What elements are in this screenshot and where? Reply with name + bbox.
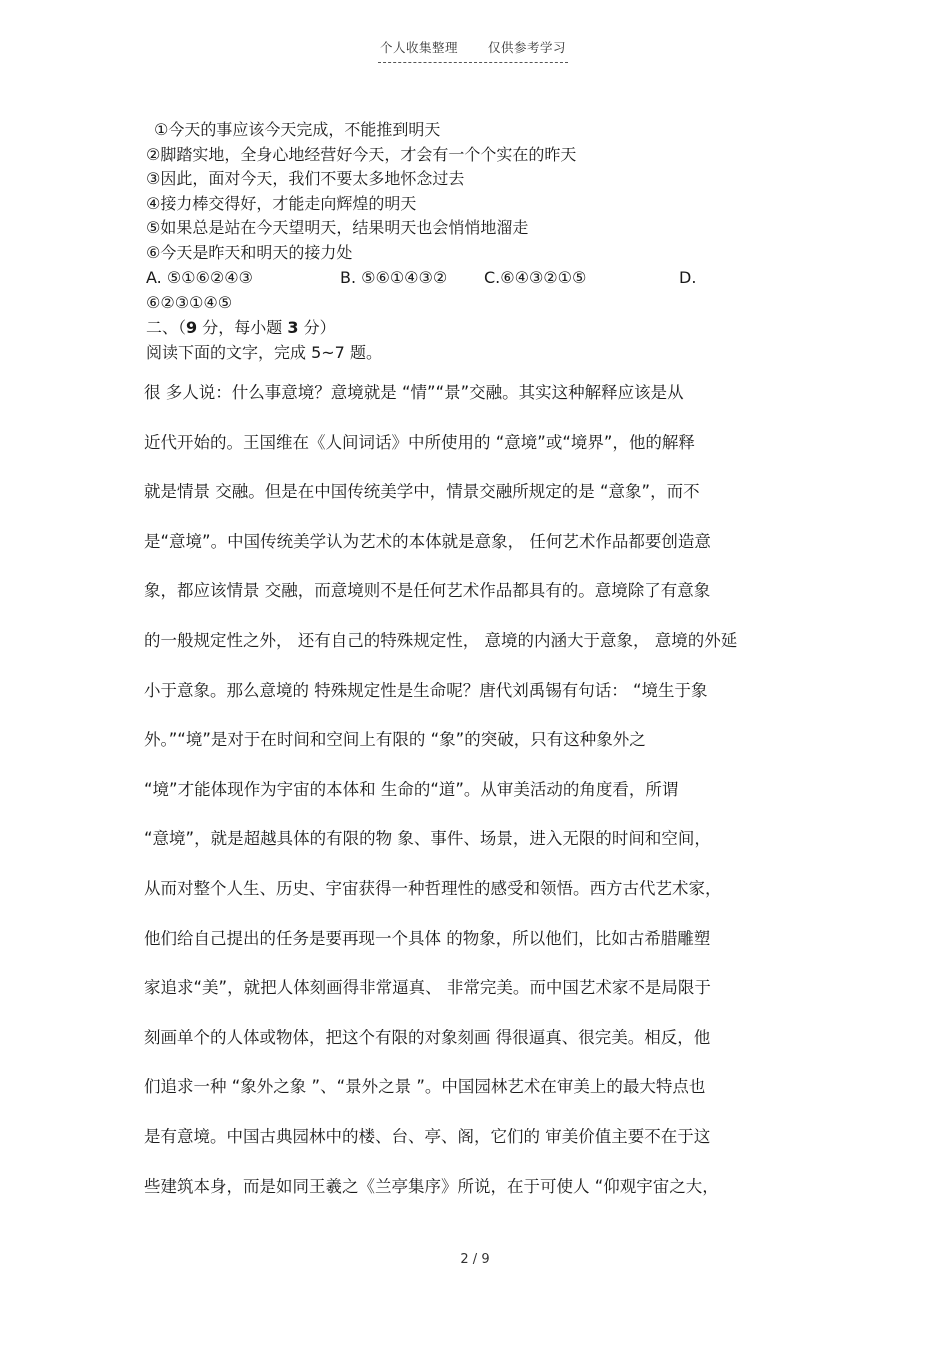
passage-line: “境”才能体现作为宇宙的本体和 生命的“道”。从审美活动的角度看，所谓 [144, 779, 679, 799]
passage-line: “意境”，就是超越具体的有限的物 象、事件、场景，进入无限的时间和空间， [144, 829, 711, 849]
answer-choices [146, 266, 826, 315]
header-left-text: 个人收集整理 [379, 40, 458, 55]
passage-line: 他们给自己提出的任务是要再现一个具体 的物象，所以他们，比如古希腊雕塑 [144, 928, 711, 948]
page-header [378, 38, 568, 63]
page-number: 2 / 9 [460, 1252, 490, 1267]
passage-line: 们追求一种 “象外之象 ”、“景外之景 ”。中国园林艺术在审美上的最大特点也 [144, 1077, 706, 1097]
section-middle: 分，每小题 [197, 318, 288, 337]
section-points: 9 [186, 318, 198, 337]
passage-line: 从而对整个人生、历史、宇宙获得一种哲理性的感受和领悟。西方古代艺术家， [144, 878, 722, 898]
choice-b: B. ⑤⑥①④③② [340, 268, 448, 287]
answer-choices-row-2 [146, 291, 826, 316]
reading-passage [144, 380, 809, 1223]
passage-line: 的一般规定性之外， 还有自己的特殊规定性， 意境的内涵大于意象， 意境的外延 [144, 630, 738, 650]
passage-line: 家追求“美”，就把人体刻画得非常逼真、 非常完美。而中国艺术家不是局限于 [144, 978, 711, 998]
choice-a: A. ⑤①⑥②④③ [146, 268, 253, 287]
section-each-points: 3 [287, 318, 299, 337]
passage-line: 很 多人说：什么事意境？意境就是 “情”“景”交融。其实这种解释应该是从 [144, 383, 684, 402]
choice-d-value: ⑥②③①④⑤ [146, 292, 233, 312]
passage-line: 刻画单个的人体或物体，把这个有限的对象刻画 得很逼真、很完美。相反，他 [144, 1027, 711, 1047]
passage-line: 外。”“境”是对于在时间和空间上有限的 “象”的突破，只有这种象外之 [144, 730, 646, 750]
header-right-text: 仅供参考学习 [488, 40, 567, 55]
passage-line: 是“意境”。中国传统美学认为艺术的本体就是意象， 任何艺术作品都要创造意 [144, 531, 711, 551]
option-6: ⑥今天是昨天和明天的接力处 [146, 242, 353, 262]
reading-instruction: 阅读下面的文字，完成 5~7 题。 [146, 343, 382, 362]
option-4: ④接力棒交得好，才能走向辉煌的明天 [146, 193, 417, 213]
choice-d-label: D. [679, 268, 697, 287]
passage-line: 近代开始的。王国维在《人间词话》中所使用的 “意境”或“境界”，他的解释 [144, 432, 695, 452]
section-suffix: 分） [298, 318, 336, 337]
passage-line: 些建筑本身，而是如同王羲之《兰亭集序》所说，在于可使人 “仰观宇宙之大， [144, 1176, 719, 1196]
passage-line: 是有意境。中国古典园林中的楼、台、亭、阁，它们的 审美价值主要不在于这 [144, 1126, 711, 1146]
sentence-options [146, 118, 826, 266]
section-prefix: 二、（ [146, 318, 187, 337]
answer-choices-row [146, 266, 826, 291]
option-5: ⑤如果总是站在今天望明天，结果明天也会悄悄地溜走 [146, 218, 529, 238]
choice-c: C.⑥④③②①⑤ [484, 268, 587, 287]
passage-line: 象，都应该情景 交融，而意境则不是任何艺术作品都具有的。意境除了有意象 [144, 581, 711, 601]
section-heading [146, 316, 336, 341]
option-1: ①今天的事应该今天完成，不能推到明天 [154, 120, 441, 139]
option-3: ③因此，面对今天，我们不要太多地怀念过去 [146, 169, 465, 189]
passage-line: 小于意象。那么意境的 特殊规定性是生命呢？唐代刘禹锡有句话： “境生于象 [144, 680, 708, 700]
passage-line: 就是情景 交融。但是在中国传统美学中，情景交融所规定的是 “意象”，而不 [144, 482, 700, 502]
option-2: ②脚踏实地，全身心地经营好今天，才会有一个个实在的昨天 [146, 144, 577, 164]
